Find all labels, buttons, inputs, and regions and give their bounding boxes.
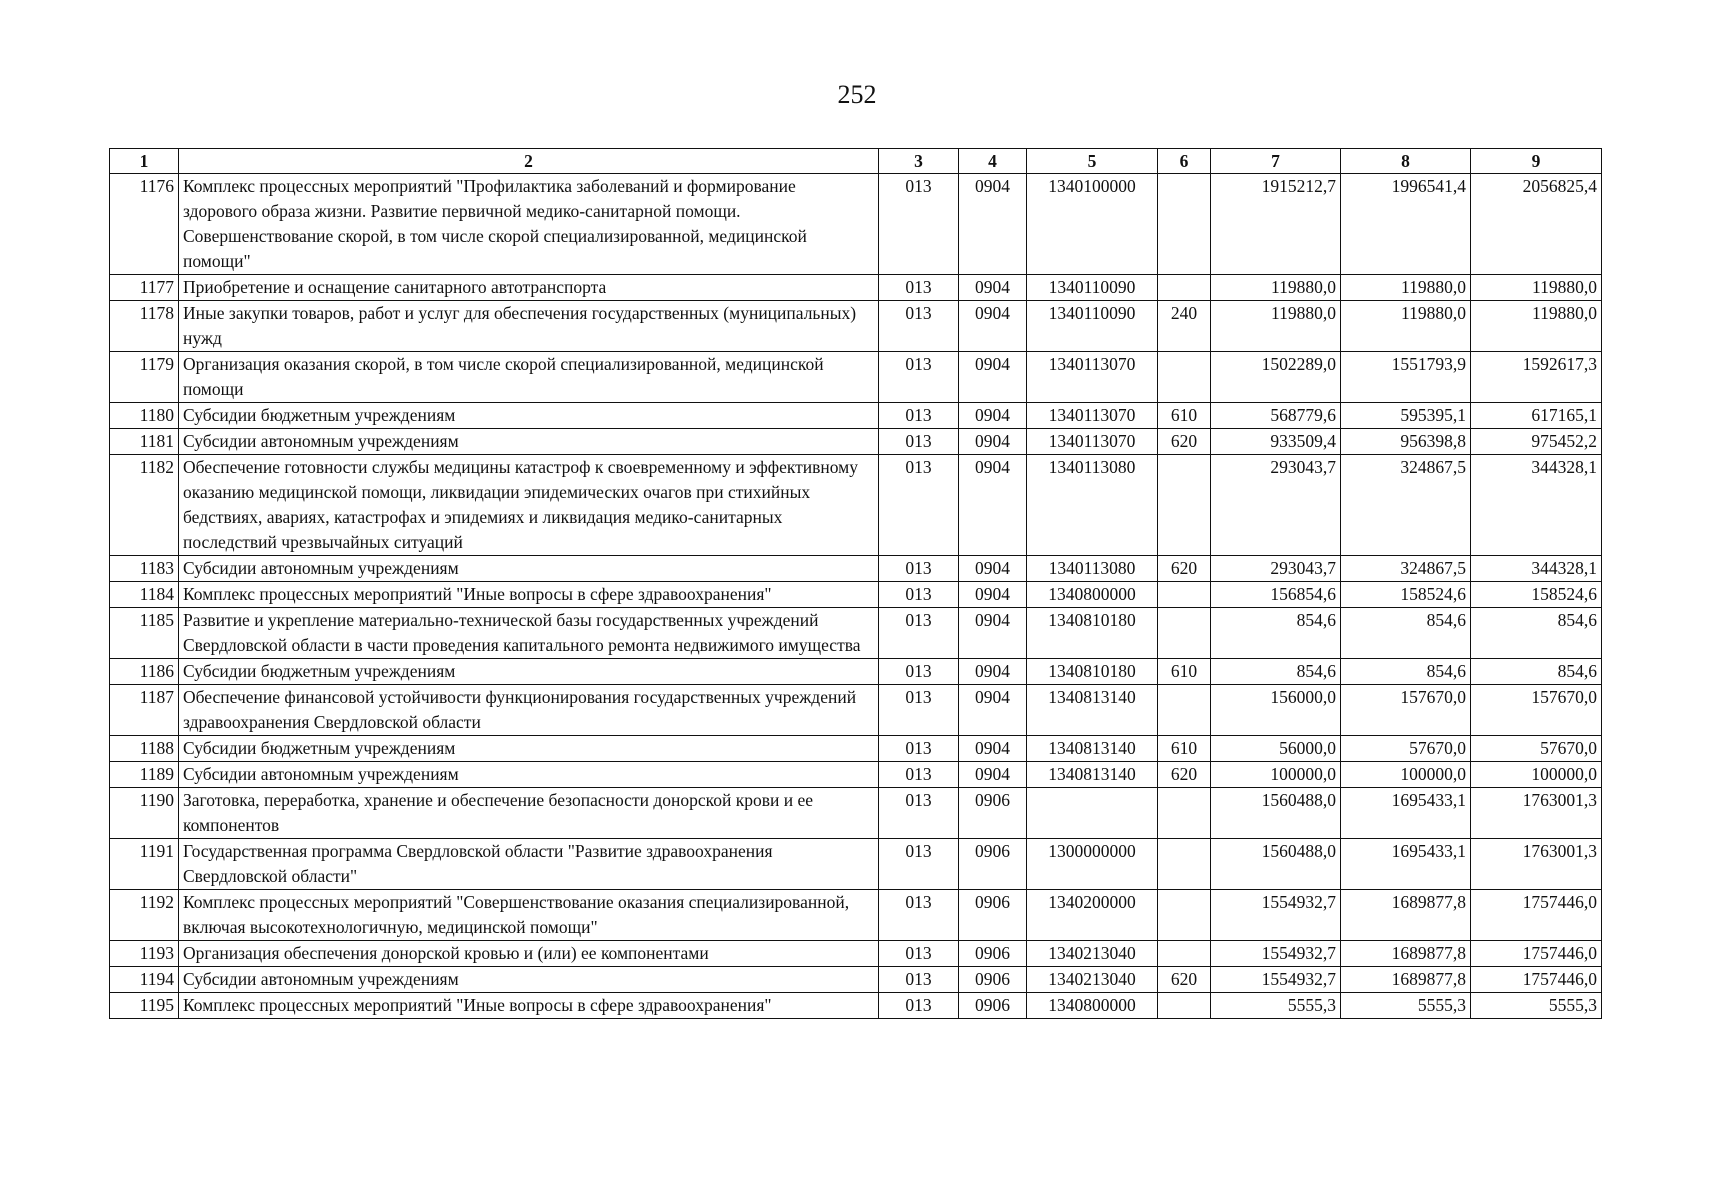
row-number: 1195 (110, 993, 179, 1019)
row-number: 1190 (110, 788, 179, 839)
table-row (110, 788, 1602, 839)
row-code-4: 0904 (959, 556, 1027, 582)
row-amount-8: 1551793,9 (1341, 352, 1471, 403)
row-code-3: 013 (879, 839, 959, 890)
row-code-5: 1340113080 (1027, 556, 1158, 582)
row-amount-7: 156000,0 (1211, 685, 1341, 736)
header-row (110, 149, 1602, 174)
row-code-4: 0904 (959, 455, 1027, 556)
row-name: Комплекс процессных мероприятий "Иные вопросы в сфере здравоохранения" (179, 993, 879, 1019)
row-code-4: 0904 (959, 582, 1027, 608)
row-amount-7: 1915212,7 (1211, 174, 1341, 275)
row-code-3: 013 (879, 301, 959, 352)
row-code-3: 013 (879, 455, 959, 556)
table-row (110, 403, 1602, 429)
header-cell: 7 (1211, 149, 1341, 174)
row-name: Организация оказания скорой, в том числе скорой специализированной, медицинской помощи (179, 352, 879, 403)
row-name: Обеспечение финансовой устойчивости функционирования государственных учреждений здравоохранения Свердловской области (179, 685, 879, 736)
row-code-5: 1340810180 (1027, 659, 1158, 685)
row-amount-9: 617165,1 (1471, 403, 1602, 429)
row-code-5: 1340113070 (1027, 403, 1158, 429)
row-name: Приобретение и оснащение санитарного автотранспорта (179, 275, 879, 301)
row-name: Субсидии автономным учреждениям (179, 762, 879, 788)
row-amount-8: 119880,0 (1341, 275, 1471, 301)
row-code-5: 1340110090 (1027, 275, 1158, 301)
table-row (110, 174, 1602, 275)
row-name: Заготовка, переработка, хранение и обеспечение безопасности донорской крови и ее компонентов (179, 788, 879, 839)
row-name: Субсидии автономным учреждениям (179, 967, 879, 993)
row-amount-9: 157670,0 (1471, 685, 1602, 736)
row-code-5: 1340200000 (1027, 890, 1158, 941)
row-amount-9: 1757446,0 (1471, 890, 1602, 941)
row-amount-7: 293043,7 (1211, 556, 1341, 582)
table-row (110, 455, 1602, 556)
row-amount-9: 854,6 (1471, 659, 1602, 685)
row-amount-9: 1592617,3 (1471, 352, 1602, 403)
row-amount-9: 344328,1 (1471, 556, 1602, 582)
row-code-4: 0906 (959, 941, 1027, 967)
row-amount-9: 1763001,3 (1471, 839, 1602, 890)
row-amount-8: 119880,0 (1341, 301, 1471, 352)
row-code-6: 610 (1158, 736, 1211, 762)
row-code-3: 013 (879, 659, 959, 685)
row-amount-8: 956398,8 (1341, 429, 1471, 455)
row-code-4: 0904 (959, 429, 1027, 455)
header-cell: 4 (959, 149, 1027, 174)
row-amount-8: 1689877,8 (1341, 890, 1471, 941)
row-code-4: 0904 (959, 275, 1027, 301)
row-amount-8: 158524,6 (1341, 582, 1471, 608)
header-cell: 1 (110, 149, 179, 174)
row-amount-7: 119880,0 (1211, 275, 1341, 301)
row-amount-8: 324867,5 (1341, 455, 1471, 556)
row-code-5: 1340110090 (1027, 301, 1158, 352)
row-amount-8: 1695433,1 (1341, 839, 1471, 890)
row-code-5: 1340113070 (1027, 352, 1158, 403)
table-row (110, 685, 1602, 736)
row-code-3: 013 (879, 788, 959, 839)
row-code-6 (1158, 352, 1211, 403)
row-code-3: 013 (879, 608, 959, 659)
row-amount-7: 1502289,0 (1211, 352, 1341, 403)
row-code-6 (1158, 608, 1211, 659)
row-amount-7: 293043,7 (1211, 455, 1341, 556)
row-amount-9: 158524,6 (1471, 582, 1602, 608)
row-name: Организация обеспечения донорской кровью и (или) ее компонентами (179, 941, 879, 967)
header-cell: 6 (1158, 149, 1211, 174)
row-amount-9: 5555,3 (1471, 993, 1602, 1019)
row-code-5: 1340810180 (1027, 608, 1158, 659)
table-row (110, 762, 1602, 788)
row-name: Развитие и укрепление материально-технической базы государственных учреждений Свердловской области в части проведения капитального ремонта недвижимого имущества (179, 608, 879, 659)
row-code-6 (1158, 685, 1211, 736)
row-name: Иные закупки товаров, работ и услуг для обеспечения государственных (муниципальных) нужд (179, 301, 879, 352)
row-code-6: 620 (1158, 762, 1211, 788)
row-amount-7: 119880,0 (1211, 301, 1341, 352)
page-number: 252 (837, 80, 877, 109)
row-code-5: 1340113070 (1027, 429, 1158, 455)
row-code-4: 0904 (959, 608, 1027, 659)
row-amount-8: 1689877,8 (1341, 941, 1471, 967)
row-amount-8: 5555,3 (1341, 993, 1471, 1019)
row-number: 1178 (110, 301, 179, 352)
table-row (110, 608, 1602, 659)
row-amount-8: 57670,0 (1341, 736, 1471, 762)
row-number: 1188 (110, 736, 179, 762)
row-code-4: 0904 (959, 301, 1027, 352)
row-amount-8: 854,6 (1341, 608, 1471, 659)
row-amount-8: 100000,0 (1341, 762, 1471, 788)
row-code-6: 240 (1158, 301, 1211, 352)
row-amount-9: 2056825,4 (1471, 174, 1602, 275)
row-code-5: 1340100000 (1027, 174, 1158, 275)
table-row (110, 659, 1602, 685)
row-code-5: 1340213040 (1027, 941, 1158, 967)
table-body (110, 174, 1602, 1019)
row-amount-7: 1554932,7 (1211, 941, 1341, 967)
row-code-4: 0906 (959, 993, 1027, 1019)
row-code-6 (1158, 174, 1211, 275)
row-code-6: 620 (1158, 429, 1211, 455)
row-amount-8: 1695433,1 (1341, 788, 1471, 839)
row-amount-8: 1689877,8 (1341, 967, 1471, 993)
row-number: 1184 (110, 582, 179, 608)
row-code-5: 1340813140 (1027, 685, 1158, 736)
row-name: Субсидии бюджетным учреждениям (179, 736, 879, 762)
row-amount-9: 1763001,3 (1471, 788, 1602, 839)
header-cell: 5 (1027, 149, 1158, 174)
row-code-3: 013 (879, 967, 959, 993)
row-name: Комплекс процессных мероприятий "Совершенствование оказания специализированной, включая высокотехнологичную, медицинской помощи" (179, 890, 879, 941)
header-cell: 8 (1341, 149, 1471, 174)
row-code-6 (1158, 788, 1211, 839)
row-code-5 (1027, 788, 1158, 839)
row-amount-7: 100000,0 (1211, 762, 1341, 788)
row-amount-8: 157670,0 (1341, 685, 1471, 736)
table-row (110, 556, 1602, 582)
row-code-5: 1340813140 (1027, 736, 1158, 762)
table-row (110, 993, 1602, 1019)
row-amount-7: 933509,4 (1211, 429, 1341, 455)
row-amount-9: 100000,0 (1471, 762, 1602, 788)
row-code-3: 013 (879, 890, 959, 941)
row-code-6 (1158, 993, 1211, 1019)
row-code-5: 1300000000 (1027, 839, 1158, 890)
row-code-4: 0906 (959, 890, 1027, 941)
row-name: Комплекс процессных мероприятий "Иные вопросы в сфере здравоохранения" (179, 582, 879, 608)
row-name: Субсидии автономным учреждениям (179, 556, 879, 582)
row-amount-9: 1757446,0 (1471, 967, 1602, 993)
row-number: 1183 (110, 556, 179, 582)
row-code-4: 0904 (959, 174, 1027, 275)
header-cell: 3 (879, 149, 959, 174)
header-cell: 9 (1471, 149, 1602, 174)
budget-table (109, 148, 1602, 1019)
row-amount-7: 1554932,7 (1211, 967, 1341, 993)
row-amount-9: 57670,0 (1471, 736, 1602, 762)
row-amount-7: 1554932,7 (1211, 890, 1341, 941)
row-number: 1181 (110, 429, 179, 455)
table-row (110, 941, 1602, 967)
header-cell: 2 (179, 149, 879, 174)
row-number: 1191 (110, 839, 179, 890)
row-code-5: 1340113080 (1027, 455, 1158, 556)
row-amount-9: 975452,2 (1471, 429, 1602, 455)
row-code-3: 013 (879, 993, 959, 1019)
row-code-4: 0904 (959, 352, 1027, 403)
row-amount-8: 854,6 (1341, 659, 1471, 685)
row-number: 1194 (110, 967, 179, 993)
table-row (110, 890, 1602, 941)
row-number: 1177 (110, 275, 179, 301)
row-code-6: 620 (1158, 556, 1211, 582)
row-code-3: 013 (879, 429, 959, 455)
table-row (110, 429, 1602, 455)
row-amount-9: 1757446,0 (1471, 941, 1602, 967)
row-code-4: 0906 (959, 788, 1027, 839)
row-code-6: 620 (1158, 967, 1211, 993)
row-code-4: 0904 (959, 762, 1027, 788)
row-number: 1179 (110, 352, 179, 403)
row-name: Субсидии автономным учреждениям (179, 429, 879, 455)
row-code-3: 013 (879, 685, 959, 736)
table-row (110, 967, 1602, 993)
row-code-3: 013 (879, 403, 959, 429)
row-code-6 (1158, 839, 1211, 890)
row-number: 1192 (110, 890, 179, 941)
row-number: 1176 (110, 174, 179, 275)
row-code-5: 1340213040 (1027, 967, 1158, 993)
row-code-4: 0906 (959, 967, 1027, 993)
row-number: 1182 (110, 455, 179, 556)
row-name: Субсидии бюджетным учреждениям (179, 659, 879, 685)
row-code-4: 0904 (959, 403, 1027, 429)
row-amount-7: 1560488,0 (1211, 788, 1341, 839)
row-name: Государственная программа Свердловской области "Развитие здравоохранения Свердловской области" (179, 839, 879, 890)
row-amount-7: 568779,6 (1211, 403, 1341, 429)
row-amount-9: 119880,0 (1471, 275, 1602, 301)
row-amount-7: 854,6 (1211, 608, 1341, 659)
row-code-3: 013 (879, 762, 959, 788)
row-number: 1193 (110, 941, 179, 967)
row-code-3: 013 (879, 352, 959, 403)
row-code-3: 013 (879, 556, 959, 582)
row-amount-7: 5555,3 (1211, 993, 1341, 1019)
row-number: 1185 (110, 608, 179, 659)
table-row (110, 736, 1602, 762)
row-code-3: 013 (879, 275, 959, 301)
row-code-3: 013 (879, 736, 959, 762)
table-row (110, 301, 1602, 352)
row-code-4: 0904 (959, 685, 1027, 736)
row-code-6 (1158, 941, 1211, 967)
row-amount-8: 595395,1 (1341, 403, 1471, 429)
row-number: 1186 (110, 659, 179, 685)
row-amount-7: 56000,0 (1211, 736, 1341, 762)
row-code-3: 013 (879, 174, 959, 275)
row-code-6 (1158, 582, 1211, 608)
table-row (110, 275, 1602, 301)
row-code-4: 0906 (959, 839, 1027, 890)
row-number: 1180 (110, 403, 179, 429)
row-amount-7: 156854,6 (1211, 582, 1341, 608)
row-code-4: 0904 (959, 736, 1027, 762)
row-code-3: 013 (879, 941, 959, 967)
row-code-6 (1158, 275, 1211, 301)
row-amount-9: 854,6 (1471, 608, 1602, 659)
row-code-6: 610 (1158, 659, 1211, 685)
row-number: 1187 (110, 685, 179, 736)
row-name: Субсидии бюджетным учреждениям (179, 403, 879, 429)
row-code-5: 1340813140 (1027, 762, 1158, 788)
row-number: 1189 (110, 762, 179, 788)
row-amount-7: 854,6 (1211, 659, 1341, 685)
row-amount-7: 1560488,0 (1211, 839, 1341, 890)
row-code-6: 610 (1158, 403, 1211, 429)
row-code-4: 0904 (959, 659, 1027, 685)
row-name: Обеспечение готовности службы медицины катастроф к своевременному и эффективному оказанию медицинской помощи, ликвидации эпидемических очагов при стихийных бедствиях, авариях, катастрофах и эпидемиях и ликвидация медико-санитарных последствий чрезвычайных ситуаций (179, 455, 879, 556)
table-row (110, 352, 1602, 403)
row-amount-8: 1996541,4 (1341, 174, 1471, 275)
row-amount-9: 344328,1 (1471, 455, 1602, 556)
row-code-3: 013 (879, 582, 959, 608)
table-row (110, 582, 1602, 608)
row-amount-9: 119880,0 (1471, 301, 1602, 352)
row-code-5: 1340800000 (1027, 582, 1158, 608)
row-name: Комплекс процессных мероприятий "Профилактика заболеваний и формирование здорового образа жизни. Развитие первичной медико-санитарной помощи. Совершенствование скорой, в том числе скорой специализированной, медицинской помощи" (179, 174, 879, 275)
row-code-5: 1340800000 (1027, 993, 1158, 1019)
row-code-6 (1158, 455, 1211, 556)
row-code-6 (1158, 890, 1211, 941)
row-amount-8: 324867,5 (1341, 556, 1471, 582)
table-row (110, 839, 1602, 890)
